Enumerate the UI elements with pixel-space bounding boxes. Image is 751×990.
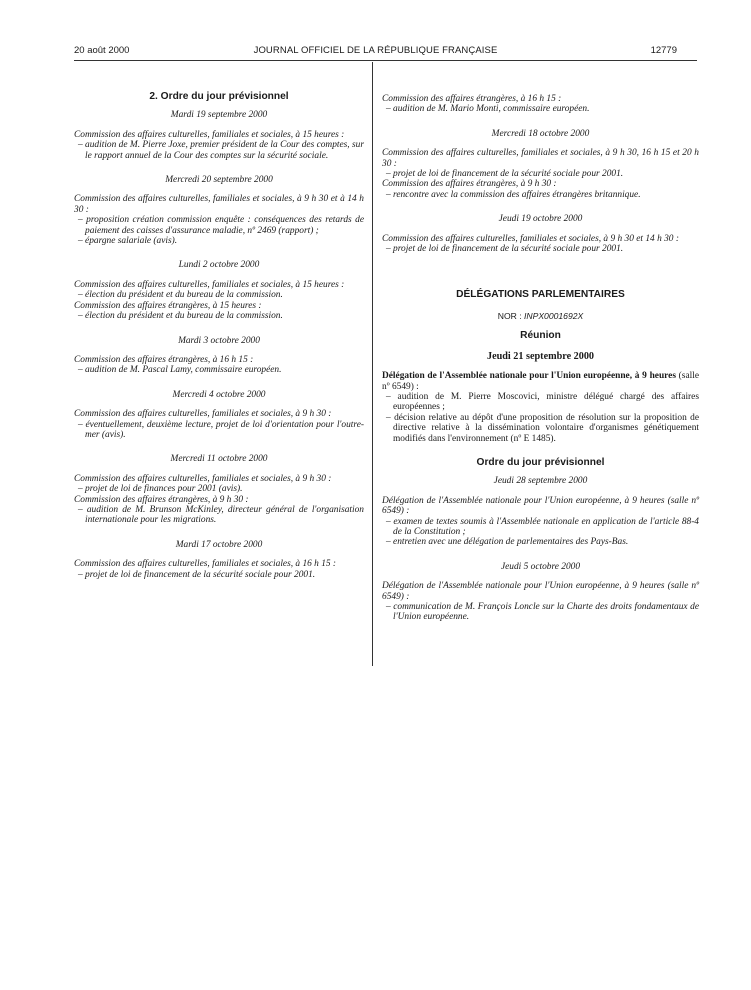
section-title-ordre-du-jour: 2. Ordre du jour prévisionnel: [149, 91, 289, 102]
commission-entry: Commission des affaires étrangères, à 16 h 15 :: [382, 94, 562, 104]
commission-entry: Commission des affaires culturelles, familiales et sociales, à 15 heures :: [74, 279, 345, 290]
agenda-item: – projet de loi de financement de la sécurité sociale pour 2001.: [386, 169, 624, 180]
delegation-name: Délégation de l'Assemblée nationale pour l'Union européenne, à 9 heures: [382, 371, 676, 382]
commission-entry: Commission des affaires culturelles, familiales et sociales, à 9 h 30, 16 h 15 et 20 h 30 :: [382, 148, 699, 169]
header-rule: [74, 60, 697, 61]
date-heading: Mercredi 18 octobre 2000: [491, 128, 590, 139]
delegation-room: (salle nº 6549) :: [382, 371, 699, 392]
agenda-item: – audition de M. Pierre Joxe, premier président de la Cour des comptes, sur le rapport annuel de la Cour des comptes sur la sécurité sociale.: [78, 140, 364, 161]
agenda-item: – rencontre avec la commission des affaires étrangères britannique.: [386, 189, 641, 200]
delegation-entry: Délégation de l'Assemblée nationale pour l'Union européenne, à 9 heures (salle nº 6549) :: [382, 581, 699, 602]
agenda-item: – élection du président et du bureau de la commission.: [78, 311, 283, 322]
nor-label: NOR :: [497, 310, 522, 321]
left-column: [74, 62, 364, 580]
agenda-item: – projet de loi de financement de la sécurité sociale pour 2001.: [386, 244, 624, 255]
date-heading: Jeudi 5 octobre 2000: [500, 561, 581, 572]
commission-entry: Commission des affaires culturelles, familiales et sociales, à 9 h 30 et à 14 h 30 :: [74, 194, 364, 215]
agenda-item: – élection du président et du bureau de la commission.: [78, 290, 283, 301]
agenda-item: – audition de M. Pascal Lamy, commissaire européen.: [78, 365, 282, 376]
delegation-entry: Délégation de l'Assemblée nationale pour l'Union européenne, à 9 heures (salle nº 6549) :: [382, 495, 699, 517]
header-date: 20 août 2000: [74, 45, 130, 56]
nor-reference: [382, 311, 699, 321]
agenda-item: – décision relative au dépôt d'une proposition de résolution sur la proposition de directive relative à la dissémination volontaire d'organismes génétiquement modifiés dans l'environnement (nº E 1485).: [386, 412, 699, 444]
header-title: JOURNAL OFFICIEL DE LA RÉPUBLIQUE FRANÇAISE: [253, 45, 498, 56]
commission-entry: Commission des affaires étrangères, à 9 h 30 :: [74, 494, 249, 505]
delegation-entry: [382, 371, 699, 392]
reunion-title: Réunion: [520, 330, 561, 342]
page-header: [74, 45, 677, 59]
agenda-item: – entretien avec une délégation de parlementaires des Pays-Bas.: [386, 537, 629, 548]
commission-entry: Commission des affaires culturelles, familiales et sociales, à 9 h 30 et 14 h 30 :: [382, 233, 679, 244]
agenda-item: – éventuellement, deuxième lecture, projet de loi d'orientation pour l'outre-mer (avis).: [78, 419, 364, 440]
agenda-item: – audition de M. Mario Monti, commissaire européen.: [386, 104, 590, 115]
header-page-number: 12779: [650, 45, 677, 56]
agenda-item: – audition de M. Pierre Moscovici, ministre délégué chargé des affaires européennes ;: [386, 391, 699, 413]
commission-entry: Commission des affaires étrangères, à 9 h 30 :: [382, 179, 557, 190]
agenda-item: – examen de textes soumis à l'Assemblée nationale en application de l'article 88-4 de la Constitution ;: [386, 516, 699, 537]
agenda-item: – projet de loi de finances pour 2001 (avis).: [78, 484, 243, 495]
section-title-ordre-du-jour-previsionnel: Ordre du jour prévisionnel: [476, 456, 605, 468]
nor-value: INPX0001692X: [524, 310, 584, 321]
commission-entry: Commission des affaires culturelles, familiales et sociales, à 9 h 30 :: [74, 409, 332, 420]
date-heading: Mardi 17 octobre 2000: [175, 539, 263, 550]
date-heading: Jeudi 19 octobre 2000: [498, 214, 583, 225]
commission-entry: Commission des affaires culturelles, familiales et sociales, à 15 heures :: [74, 129, 345, 140]
date-heading: Jeudi 28 septembre 2000: [493, 476, 588, 487]
date-heading: Mercredi 11 octobre 2000: [170, 454, 268, 465]
date-heading: Lundi 2 octobre 2000: [178, 260, 260, 271]
date-heading: Mardi 3 octobre 2000: [178, 335, 260, 346]
agenda-item: – proposition création commission enquête : conséquences des retards de paiement des caisses d'assurance maladie, nº 2469 (rapport) ;: [78, 215, 364, 236]
agenda-item: – communication de M. François Loncle sur la Charte des droits fondamentaux de l'Union européenne.: [386, 602, 699, 623]
commission-entry: Commission des affaires étrangères, à 15 heures :: [74, 300, 262, 311]
section-title-delegations: DÉLÉGATIONS PARLEMENTAIRES: [456, 289, 625, 301]
date-heading: Mercredi 20 septembre 2000: [165, 175, 273, 186]
commission-entry: Commission des affaires étrangères, à 16 h 15 :: [74, 354, 254, 365]
commission-entry: Commission des affaires culturelles, familiales et sociales, à 9 h 30 :: [74, 473, 332, 484]
agenda-item: – audition de M. Brunson McKinley, directeur général de l'organisation internationale pour les migrations.: [78, 504, 364, 526]
date-heading: Mardi 19 septembre 2000: [170, 110, 268, 121]
agenda-item: – épargne salariale (avis).: [78, 236, 178, 247]
commission-entry: Commission des affaires culturelles, familiales et sociales, à 16 h 15 :: [74, 559, 337, 570]
agenda-item: – projet de loi de financement de la sécurité sociale pour 2001.: [78, 569, 316, 580]
column-divider: [372, 62, 373, 666]
right-column: [382, 62, 699, 623]
date-heading: Jeudi 21 septembre 2000: [486, 350, 595, 362]
date-heading: Mercredi 4 octobre 2000: [172, 389, 266, 400]
